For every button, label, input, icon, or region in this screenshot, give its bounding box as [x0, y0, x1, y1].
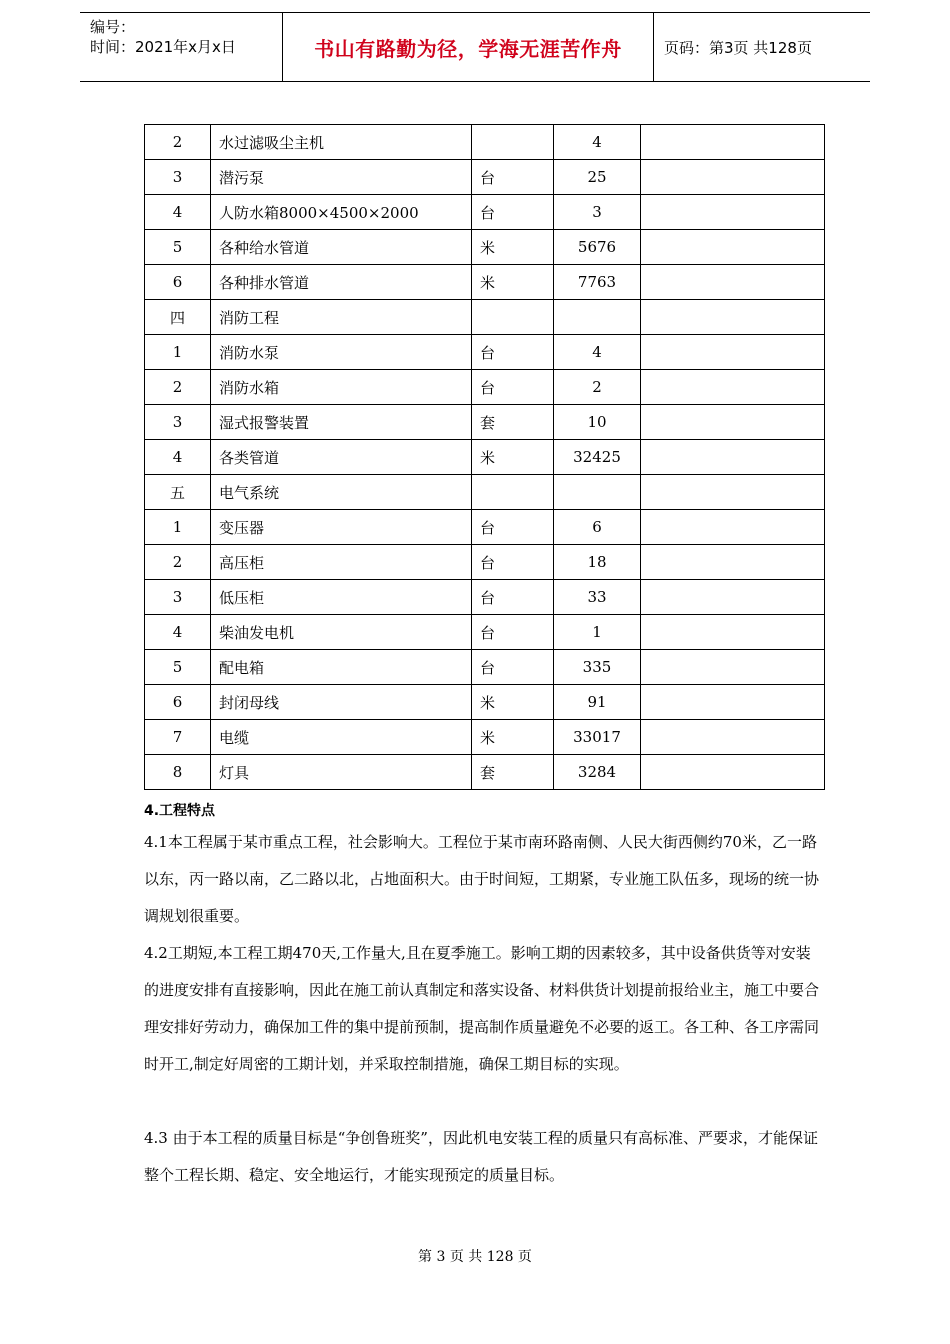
header-motto: 书山有路勤为径，学海无涯苦作舟	[283, 13, 654, 81]
item-name: 各种排水管道	[211, 265, 472, 300]
item-note	[641, 370, 825, 405]
row-number: 8	[145, 755, 211, 790]
item-quantity: 25	[554, 160, 641, 195]
item-quantity	[554, 475, 641, 510]
item-unit: 米	[472, 440, 554, 475]
table-row	[145, 230, 825, 265]
table-row	[145, 545, 825, 580]
table-row	[145, 405, 825, 440]
table-row	[145, 195, 825, 230]
item-unit: 台	[472, 510, 554, 545]
item-note	[641, 720, 825, 755]
item-note	[641, 230, 825, 265]
table-row	[145, 370, 825, 405]
table-row	[145, 615, 825, 650]
item-quantity: 1	[554, 615, 641, 650]
item-quantity: 2	[554, 370, 641, 405]
item-note	[641, 300, 825, 335]
item-quantity: 4	[554, 335, 641, 370]
table-row	[145, 720, 825, 755]
item-note	[641, 335, 825, 370]
paragraph-4-1: 4.1本工程属于某市重点工程，社会影响大。工程位于某市南环路南侧、人民大街西侧约70米，乙一路以东，丙一路以南，乙二路以北，占地面积大。由于时间短，工期紧，专业施工队伍多，现场的统一协调规划很重要。	[144, 833, 820, 925]
table-row	[145, 510, 825, 545]
item-note	[641, 475, 825, 510]
item-name: 配电箱	[211, 650, 472, 685]
item-quantity: 7763	[554, 265, 641, 300]
equipment-table-body	[145, 125, 825, 790]
item-name: 柴油发电机	[211, 615, 472, 650]
item-quantity: 18	[554, 545, 641, 580]
item-note	[641, 615, 825, 650]
item-note	[641, 405, 825, 440]
item-name: 消防水箱	[211, 370, 472, 405]
item-name: 低压柜	[211, 580, 472, 615]
item-name: 电缆	[211, 720, 472, 755]
item-name: 变压器	[211, 510, 472, 545]
page-header	[80, 12, 870, 82]
item-unit: 台	[472, 545, 554, 580]
item-unit	[472, 125, 554, 160]
item-quantity: 33017	[554, 720, 641, 755]
item-quantity: 3	[554, 195, 641, 230]
item-quantity: 10	[554, 405, 641, 440]
paragraph-4-3: 4.3 由于本工程的质量目标是“争创鲁班奖”，因此机电安装工程的质量只有高标准、严要求，才能保证整个工程长期、稳定、安全地运行，才能实现预定的质量目标。	[144, 1129, 818, 1184]
item-note	[641, 545, 825, 580]
row-number: 2	[145, 370, 211, 405]
item-unit: 台	[472, 650, 554, 685]
row-number: 3	[145, 405, 211, 440]
item-note	[641, 685, 825, 720]
item-quantity: 6	[554, 510, 641, 545]
table-row	[145, 300, 825, 335]
item-name: 消防水泵	[211, 335, 472, 370]
row-number: 3	[145, 580, 211, 615]
item-unit: 台	[472, 160, 554, 195]
item-note	[641, 195, 825, 230]
item-name: 消防工程	[211, 300, 472, 335]
item-name: 湿式报警装置	[211, 405, 472, 440]
item-unit: 台	[472, 580, 554, 615]
item-name: 各类管道	[211, 440, 472, 475]
header-page-info	[654, 13, 870, 81]
item-quantity: 33	[554, 580, 641, 615]
item-unit: 套	[472, 405, 554, 440]
table-row	[145, 160, 825, 195]
item-note	[641, 650, 825, 685]
row-number: 2	[145, 545, 211, 580]
table-row	[145, 685, 825, 720]
row-number: 四	[145, 300, 211, 335]
item-unit: 台	[472, 335, 554, 370]
item-name: 电气系统	[211, 475, 472, 510]
item-name: 水过滤吸尘主机	[211, 125, 472, 160]
table-row	[145, 475, 825, 510]
row-number: 5	[145, 230, 211, 265]
row-number: 4	[145, 195, 211, 230]
item-note	[641, 510, 825, 545]
item-unit: 台	[472, 370, 554, 405]
item-quantity: 91	[554, 685, 641, 720]
item-note	[641, 755, 825, 790]
item-name: 灯具	[211, 755, 472, 790]
table-row	[145, 755, 825, 790]
item-unit: 米	[472, 265, 554, 300]
item-unit: 套	[472, 755, 554, 790]
item-quantity: 5676	[554, 230, 641, 265]
section-title: 4.工程特点	[144, 803, 216, 819]
item-note	[641, 580, 825, 615]
table-row	[145, 440, 825, 475]
row-number: 7	[145, 720, 211, 755]
row-number: 1	[145, 335, 211, 370]
item-name: 各种给水管道	[211, 230, 472, 265]
item-note	[641, 265, 825, 300]
item-unit: 米	[472, 720, 554, 755]
header-page-info-text: 页码：第3页 共128页	[664, 38, 812, 57]
row-number: 4	[145, 440, 211, 475]
row-number: 6	[145, 265, 211, 300]
paragraph-4-2: 4.2工期短,本工程工期470天,工作量大,且在夏季施工。影响工期的因素较多，其中设备供货等对安装的进度安排有直接影响，因此在施工前认真制定和落实设备、材料供货计划提前报给业主，施工中要合理安排好劳动力，确保加工件的集中提前预制，提高制作质量避免不必要的返工。各工种、各工序需同时开工,制定好周密的工期计划，并采取控制措施，确保工期目标的实现。	[144, 944, 820, 1073]
item-unit	[472, 300, 554, 335]
row-number: 3	[145, 160, 211, 195]
item-quantity: 4	[554, 125, 641, 160]
page-footer: 第 3 页 共 128 页	[418, 1249, 532, 1265]
document-time: 时间：2021年x月x日	[90, 38, 236, 56]
item-unit	[472, 475, 554, 510]
item-quantity	[554, 300, 641, 335]
item-name: 封闭母线	[211, 685, 472, 720]
row-number: 5	[145, 650, 211, 685]
item-unit: 米	[472, 230, 554, 265]
row-number: 2	[145, 125, 211, 160]
table-row	[145, 650, 825, 685]
item-name: 高压柜	[211, 545, 472, 580]
item-unit: 台	[472, 195, 554, 230]
equipment-table	[144, 124, 825, 790]
row-number: 4	[145, 615, 211, 650]
item-unit: 台	[472, 615, 554, 650]
header-meta	[80, 13, 283, 81]
item-note	[641, 160, 825, 195]
row-number: 6	[145, 685, 211, 720]
item-name: 人防水箱8000×4500×2000	[211, 195, 472, 230]
item-quantity: 3284	[554, 755, 641, 790]
item-quantity: 32425	[554, 440, 641, 475]
item-unit: 米	[472, 685, 554, 720]
item-note	[641, 125, 825, 160]
item-note	[641, 440, 825, 475]
item-name: 潜污泵	[211, 160, 472, 195]
table-row	[145, 335, 825, 370]
row-number: 五	[145, 475, 211, 510]
table-row	[145, 580, 825, 615]
row-number: 1	[145, 510, 211, 545]
document-number-label: 编号：	[90, 18, 136, 36]
table-row	[145, 265, 825, 300]
table-row	[145, 125, 825, 160]
item-quantity: 335	[554, 650, 641, 685]
